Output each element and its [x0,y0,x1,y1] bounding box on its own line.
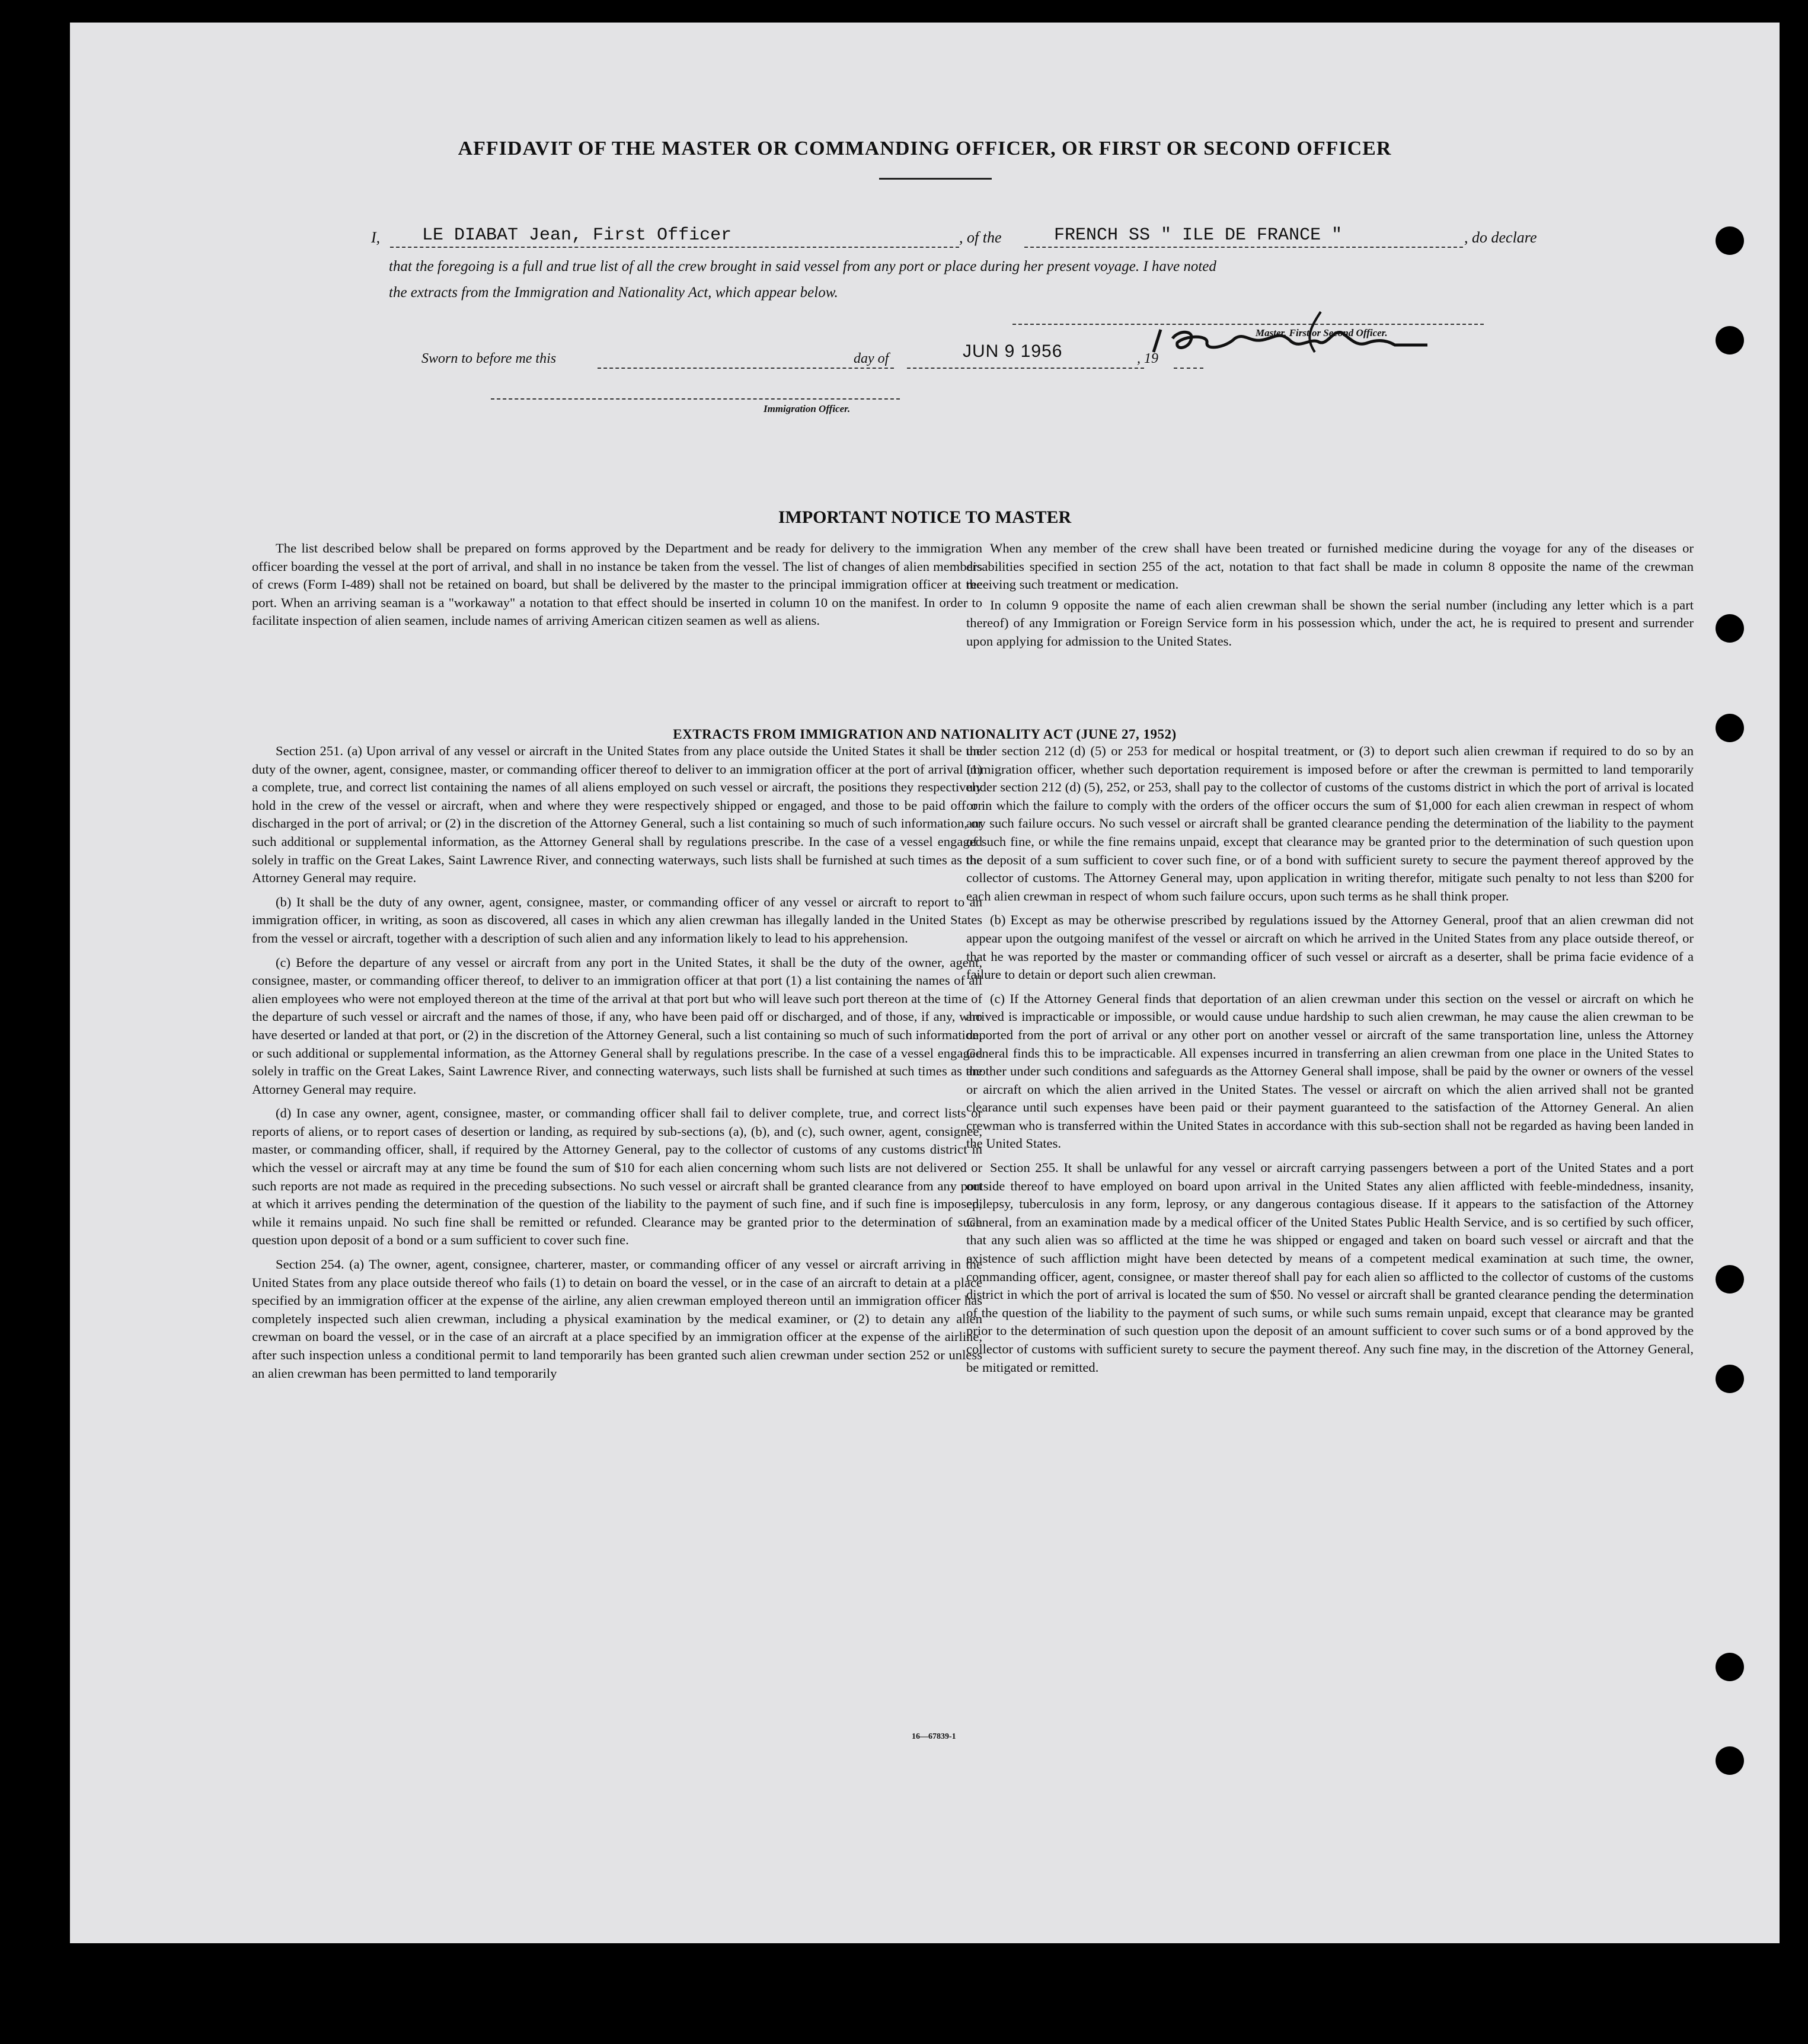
officer-name-line [390,247,959,248]
punch-hole [1716,1265,1744,1294]
immigration-officer-caption: Immigration Officer. [764,403,851,414]
sworn-month-line [907,368,1144,369]
affidavit-title: AFFIDAVIT OF THE MASTER OR COMMANDING OFFICER, OR FIRST OR SECOND OFFICER [458,138,1392,159]
punch-hole [1716,1653,1744,1681]
extract-paragraph: Section 254. (a) The owner, agent, consignee, charterer, master, or commanding officer of any vessel or aircraft arriving in the United States from any place outside thereof who fails (1) to detain on board the vessel, or in the case of an aircraft to detain at a place specified by an immigration officer at the expense of the airline, any alien crewman employed thereon until an immigration officer has completely inspected such alien crewman, including a physical examination by the medical examiner, or (2) to detain any alien crewman on board the vessel, or in the case of an aircraft at a place specified by an immigration officer at the expense of the airline, after such inspection unless a conditional permit to land temporarily has been granted such alien crewman under section 252 or unless an alien crewman has been permitted to land temporarily [252,1257,982,1381]
punch-hole [1716,614,1744,643]
extracts-left-column [252,742,982,1388]
statement-line-3: the extracts from the Immigration and Nationality Act, which appear below. [389,285,838,301]
vessel-name-line [1024,247,1463,248]
extract-paragraph: (c) If the Attorney General finds that deportation of an alien crewman under this section on the vessel or aircraft on which he arrived is impracticable or impossible, or would cause undue hardship to such alien crewman, he may cause the alien crewman to be deported from the port of arrival or any other port on another vessel or aircraft of the same transportation line, unless the Attorney General finds this to be impracticable. All expenses incurred in transferring an alien crewman from one place in the United States to another under such conditions and safeguards as the Attorney General shall impose, shall be paid by the owner or owners of the vessel or aircraft on which the alien arrived in the United States. The vessel or aircraft on which the alien arrived shall not be granted clearance until such expenses have been paid or their payment guaranteed to the satisfaction of the Attorney General. An alien crewman who is transferred within the United States in accordance with this sub-section shall not be regarded as having been landed in the United States. [966,991,1694,1151]
sworn-label: Sworn to before me this [421,351,557,366]
document-page [70,23,1780,1943]
extract-paragraph: Section 251. (a) Upon arrival of any vessel or aircraft in the United States from any place outside the United States it shall be the duty of the owner, agent, consignee, master, or commanding officer thereof to deliver to an immigration officer at the port of arrival (1) a complete, true, and correct list containing the names of all aliens employed on such vessel or aircraft, the positions they respectively hold in the crew of the vessel or aircraft, when and where they were respectively shipped or engaged, and those to be paid off or discharged in the port of arrival; or (2) in the discretion of the Attorney General, such a list containing so much of such information, or such additional or supplemental information, as the Attorney General shall by regulations prescribe. In the case of a vessel engaged solely in traffic on the Great Lakes, Saint Lawrence River, and connecting waterways, such lists shall be furnished at such times as the Attorney General may require. [252,743,982,886]
notice-right-column [966,539,1694,657]
form-code: 16—67839-1 [912,1732,956,1741]
officer-name: LE DIABAT Jean, First Officer [422,225,732,245]
sworn-date: JUN 9 1956 [963,341,1063,361]
extract-paragraph: (b) Except as may be otherwise prescribed by regulations issued by the Attorney General, proof that an alien crewman did not appear upon the outgoing manifest of the vessel or aircraft on which he arrived in the United States from any place outside thereof, or that he was reported by the master or commanding officer of such vessel or aircraft as a deserter, shall be prima facie evidence of a failure to detain or deport such alien crewman. [966,912,1694,982]
punch-hole [1716,1365,1744,1393]
vessel-name: FRENCH SS " ILE DE FRANCE " [1054,225,1343,245]
i-label: I, [371,229,381,246]
extract-paragraph: (d) In case any owner, agent, consignee, master, or commanding officer shall fail to deliver complete, true, and correct lists or reports of aliens, or to report cases of desertion or landing, as required by sub-sections (a), (b), and (c), such owner, agent, consignee, master, or commanding officer, shall, if required by the Attorney General, pay to the collector of customs of any customs district in which the vessel or aircraft may at any time be found the sum of $10 for each alien concerning whom such lists are not delivered or such reports are not made as required in the preceding subsections. No such vessel or aircraft shall be granted clearance from any port at which it arrives pending the determination of the question of the liability to the payment of such fine, and if such fine is imposed, while it remains unpaid. No such fine shall be remitted or refunded. Clearance may be granted prior to the determination of such question upon deposit of a bond or a sum sufficient to cover such fine. [252,1106,982,1248]
notice-paragraph: When any member of the crew shall have been treated or furnished medicine during the voyage for any of the diseases or disabilities specified in section 255 of the act, notation to that fact shall be made in column 8 opposite the name of the crewman receiving such treatment or medication. [966,541,1694,592]
extract-paragraph: Section 255. It shall be unlawful for any vessel or aircraft carrying passengers between a port of the United States and a port outside thereof to have employed on board upon arrival in the United States any alien afflicted with feeble-mindedness, insanity, epilepsy, tuberculosis in any form, leprosy, or any dangerous contagious disease. If it appears to the satisfaction of the Attorney General, from an examination made by a medical officer of the United States Public Health Service, and is so certified by such officer, that any such alien was so afflicted at the time he was shipped or engaged and taken on board such vessel or aircraft and that the existence of such affliction might have been detected by means of a competent medical examination at such time, the owner, commanding officer, agent, consignee, or master thereof shall pay for each alien so afflicted to the collector of customs of the customs district in which the port of arrival is located the sum of $50. No vessel or aircraft shall be granted clearance pending the determination of the question of the liability to the payment of such sums, or while such sums remain unpaid, except that clearance may be granted prior to the determination of such question upon the deposit of an amount sufficient to cover such sums or of a bond approved by the collector of customs with sufficient surety to secure the payment thereof. Any such fine may, in the discretion of the Attorney General, be mitigated or remitted. [966,1160,1694,1375]
sworn-day-line [598,368,894,369]
notice-left-column [252,539,982,636]
notice-title: IMPORTANT NOTICE TO MASTER [778,507,1072,527]
year-line [1174,368,1203,369]
notice-paragraph: In column 9 opposite the name of each alien crewman shall be shown the serial number (including any letter which is a part thereof) of any Immigration or Foreign Service form in his possession which, under the act, he is required to present and surrender upon applying for admission to the United States. [966,597,1694,649]
day-of-label: day of [854,351,889,366]
notice-paragraph: The list described below shall be prepared on forms approved by the Department and be ready for delivery to the immigration officer boarding the vessel at the port of arrival, and shall in no instance be taken from the vessel. The list of changes of alien members of crews (Form I-489) shall not be retained on board, but shall be delivered by the master to the principal immigration officer at the port. When an arriving seaman is a "workaway" a notation to that effect should be inserted in column 10 on the manifest. In order to facilitate inspection of alien seamen, include names of arriving American citizen seamen as well as aliens. [252,541,982,628]
punch-hole [1716,1746,1744,1775]
punch-hole [1716,714,1744,742]
signature-line [1012,324,1484,325]
signature-caption: Master, First or Second Officer. [1256,327,1388,338]
extract-paragraph: (b) It shall be the duty of any owner, agent, consignee, master, or commanding officer of any vessel or aircraft to report to an immigration officer, in writing, as soon as discovered, all cases in which any alien crewman has illegally landed in the United States from the vessel or aircraft, together with a description of such alien and any information likely to lead to his apprehension. [252,894,982,946]
year-suffix: , 19 [1137,351,1158,366]
immigration-officer-line [491,398,900,400]
statement-line-2: that the foregoing is a full and true list of all the crew brought in said vessel from any port or place during her present voyage. I have noted [389,258,1216,274]
do-declare-label: , do declare [1464,229,1537,246]
of-the-label: , of the [959,229,1002,246]
extracts-title: EXTRACTS FROM IMMIGRATION AND NATIONALITY ACT (JUNE 27, 1952) [673,727,1177,742]
title-divider [879,178,992,180]
punch-hole [1716,226,1744,255]
extract-paragraph: under section 212 (d) (5) or 253 for medical or hospital treatment, or (3) to deport such alien crewman if required to do so by an immigration officer, whether such deportation requirement is imposed before or after the crewman is permitted to land temporarily under section 212 (d) (5), 252, or 253, shall pay to the collector of customs of the customs district in which the port of arrival is located or in which the failure to comply with the orders of the officer occurs the sum of $1,000 for each alien crewman in respect of whom any such failure occurs. No such vessel or aircraft shall be granted clearance pending the determination of the liability to the payment of such fine, or while the fine remains unpaid, except that clearance may be granted prior to the determination of such question upon the deposit of a sum sufficient to cover such fine, or of a bond with sufficient surety to secure the payment thereof approved by the collector of customs. The Attorney General may, upon application in writing therefor, mitigate such penalty to not less than $200 for each alien crewman in respect of whom such failure occurs, upon such terms as he shall think proper. [966,743,1694,903]
punch-hole [1716,326,1744,354]
extracts-right-column [966,742,1694,1382]
extract-paragraph: (c) Before the departure of any vessel or aircraft from any port in the United States, it shall be the duty of the owner, agent, consignee, master, or commanding officer thereof, to deliver to an immigration officer at that port (1) a list containing the names of all alien employees who were not employed thereon at the time of the arrival at that port but who will leave such port thereon at the time of the departure of such vessel or aircraft and the names of those, if any, who have been paid off or discharged, and of those, if any, who have deserted or landed at that port, or (2) in the discretion of the Attorney General, such a list containing so much of such information, or such additional or supplemental information, as the Attorney General shall by regulations prescribe. In the case of a vessel engaged solely in traffic on the Great Lakes, Saint Lawrence River, and connecting waterways, such lists shall be furnished at such times as the Attorney General may require. [252,954,982,1097]
